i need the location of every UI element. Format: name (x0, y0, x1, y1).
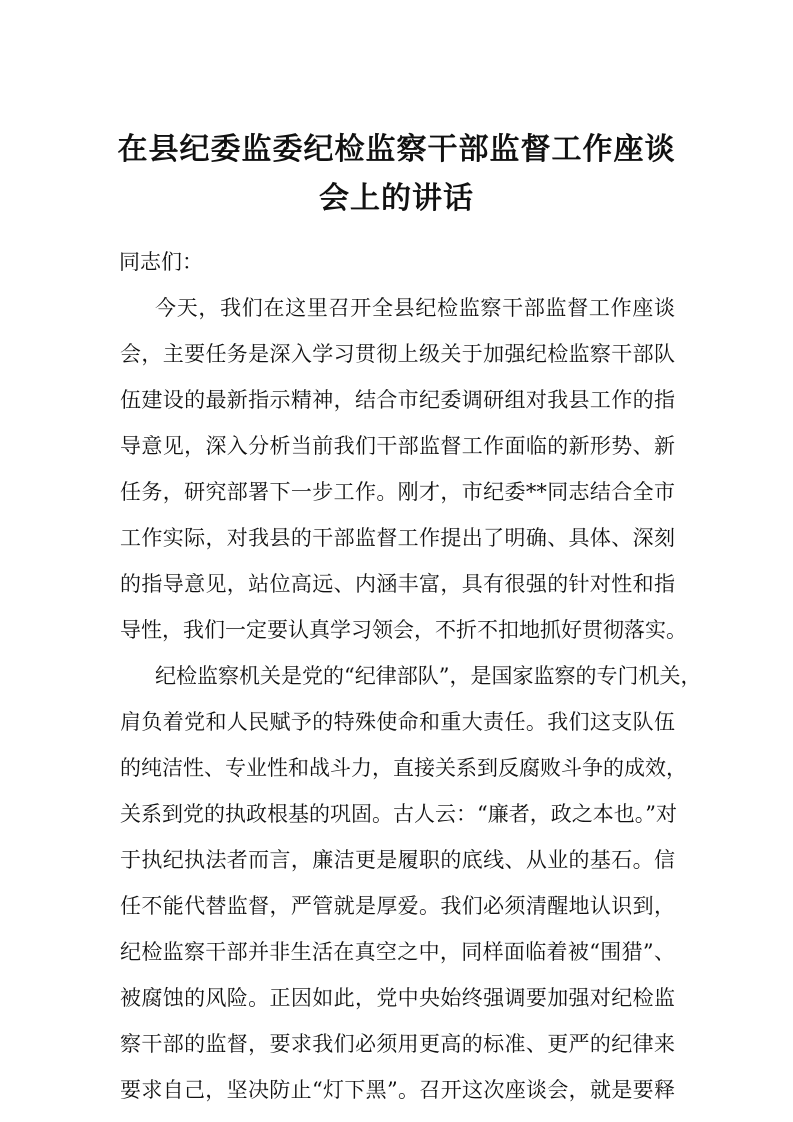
salutation: 同志们： (119, 250, 203, 274)
paragraph-2-line: 被腐蚀的风险。正因如此，党中央始终强调要加强对纪检监 (120, 986, 675, 1010)
paragraph-2-line: 任不能代替监督，严管就是厚爱。我们必须清醒地认识到， (120, 894, 675, 918)
paragraph-1-line: 伍建设的最新指示精神，结合市纪委调研组对我县工作的指 (120, 388, 675, 412)
paragraph-2-line: 关系到党的执政根基的巩固。古人云：“廉者，政之本也。”对 (120, 802, 677, 826)
paragraph-1-line: 导意见，深入分析当前我们干部监督工作面临的新形势、新 (120, 434, 675, 458)
paragraph-1-line: 导性，我们一定要认真学习领会，不折不扣地抓好贯彻落实。 (120, 618, 687, 642)
paragraph-2-line: 肩负着党和人民赋予的特殊使命和重大责任。我们这支队伍 (120, 710, 675, 734)
paragraph-1-line: 的指导意见，站位高远、内涵丰富，具有很强的针对性和指 (120, 572, 675, 596)
paragraph-2-line: 纪检监察干部并非生活在真空之中，同样面临着被“围猎”、 (120, 940, 675, 964)
paragraph-1-line: 任务，研究部署下一步工作。刚才，市纪委**同志结合全市 (120, 480, 675, 504)
paragraph-1-line: 今天，我们在这里召开全县纪检监察干部监督工作座谈 (155, 296, 675, 320)
paragraph-1-line: 工作实际，对我县的干部监督工作提出了明确、具体、深刻 (120, 526, 675, 550)
paragraph-1-line: 会，主要任务是深入学习贯彻上级关于加强纪检监察干部队 (120, 342, 675, 366)
paragraph-2-line: 察干部的监督，要求我们必须用更高的标准、更严的纪律来 (120, 1032, 675, 1056)
paragraph-2-line: 纪检监察机关是党的“纪律部队”，是国家监察的专门机关， (155, 664, 702, 688)
document-title-line-2: 会上的讲话 (319, 181, 474, 216)
paragraph-2-line: 于执纪执法者而言，廉洁更是履职的底线、从业的基石。信 (120, 848, 675, 872)
paragraph-2-line: 的纯洁性、专业性和战斗力，直接关系到反腐败斗争的成效， (120, 756, 687, 780)
document-title-line-1: 在县纪委监委纪检监察干部监督工作座谈 (117, 132, 676, 167)
paragraph-2-line: 要求自己，坚决防止“灯下黑”。召开这次座谈会，就是要释 (120, 1078, 675, 1102)
